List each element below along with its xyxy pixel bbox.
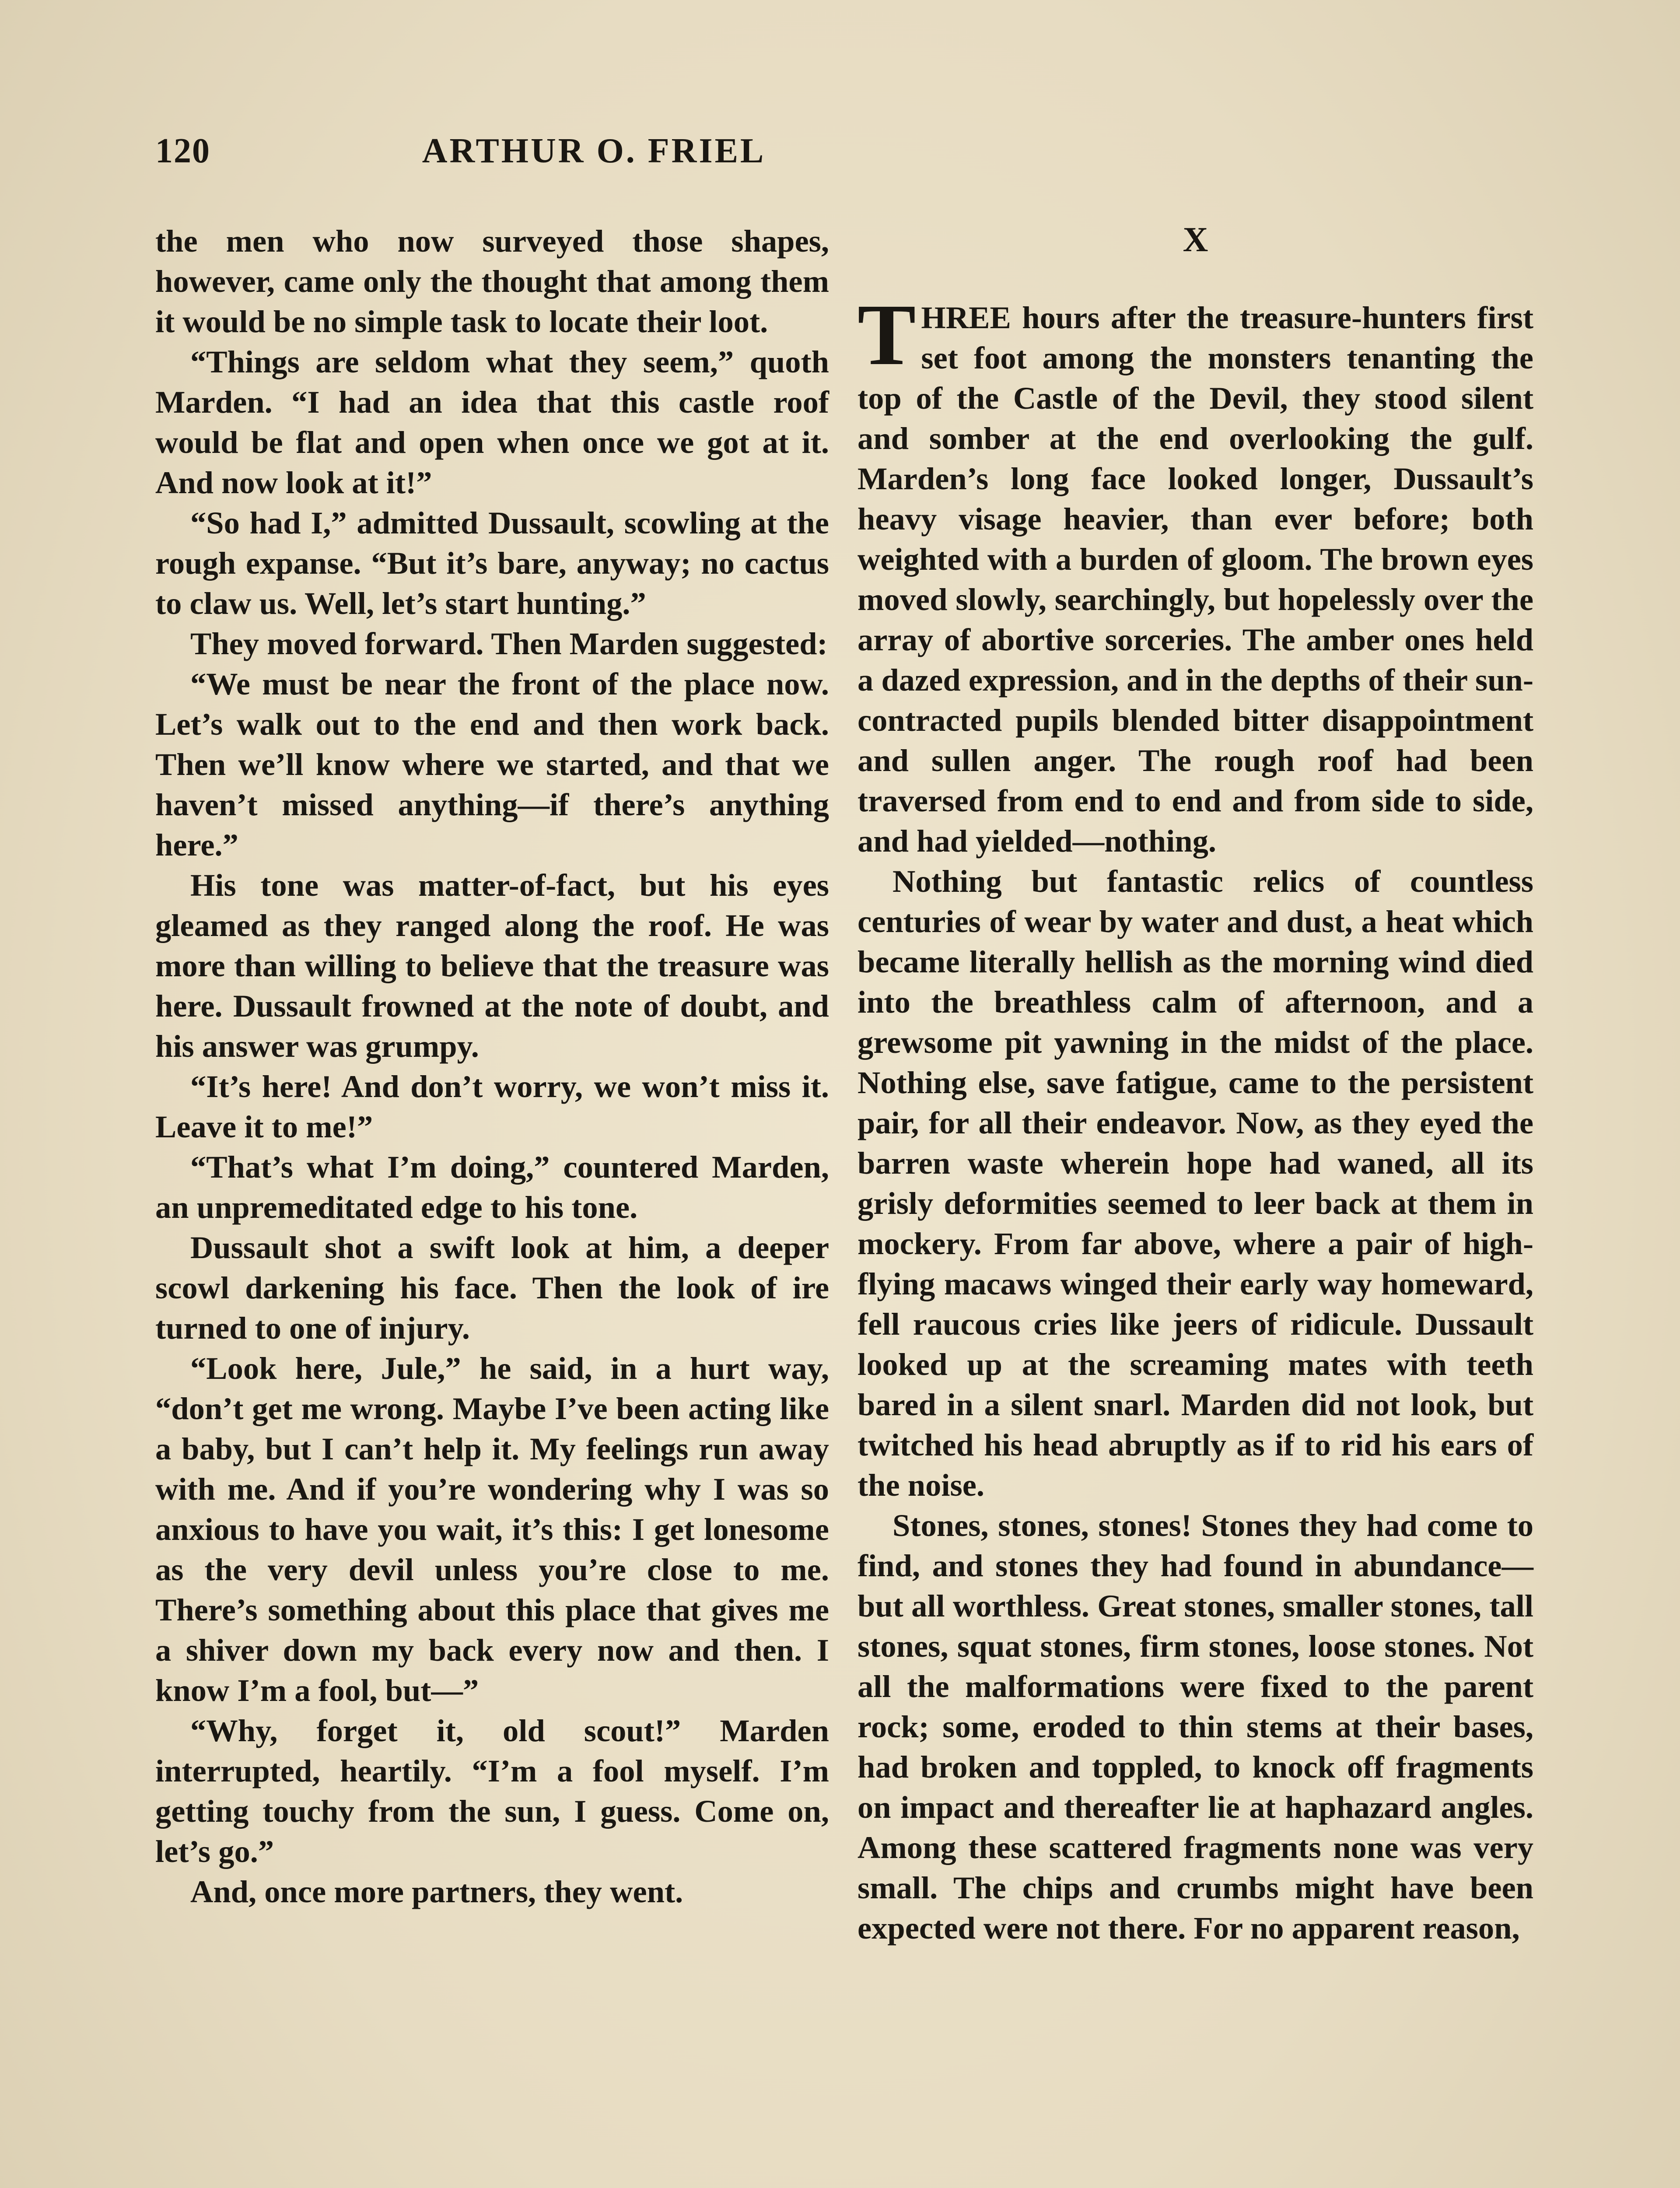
paragraph-text: hours after the treasure-hunters first set foot among the monsters tenanting the top of the Castle of the Devil, they stood silent and somber at the end overlooking the gulf. Marden’s long face looked longer, Dussault’s heavy visage heavier, than ever before; both weighted with a burden of gloom. The brown eyes moved slowly, searchingly, but hopelessly over the array of abortive sorceries. The amber ones held a dazed expression, and in the depths of their sun-contracted pupils blended bitter disappointment and sullen anger. The rough roof had been traversed from end to end and from side to side, and had yielded—nothing. [858, 300, 1533, 859]
paragraph: the men who now surveyed those shapes, however, came only the thought that among them it would be no simple task to locate their loot. [155, 223, 829, 339]
small-caps-lead: HREE [921, 300, 1011, 335]
right-column [858, 219, 1533, 1948]
chapter-heading: X [1183, 221, 1208, 259]
paragraph: And, once more partners, they went. [190, 1874, 683, 1909]
paragraph: Stones, stones, stones! Stones they had come to find, and stones they had found in abundance—but all worthless. Great stones, smaller stones, tall stones, squat stones, firm stones, loose stones. Not all the malformations were fixed to the parent rock; some, eroded to thin stems at their bases, had broken and toppled, to knock off fragments on impact and thereafter lie at haphazard angles. Among these scattered fragments none was very small. The chips and crumbs might have been expected were not there. For no apparent reason, [858, 1508, 1533, 1946]
paragraph: “Why, forget it, old scout!” Marden interrupted, heartily. “I’m a fool myself. I’m getting touchy from the sun, I guess. Come on, let’s go.” [155, 1713, 829, 1869]
running-head: ARTHUR O. FRIEL [422, 132, 766, 170]
left-column [155, 221, 829, 1912]
paragraph: “Look here, Jule,” he said, in a hurt way, “don’t get me wrong. Maybe I’ve been acting like a baby, but I can’t help it. My feelings run away with me. And if you’re wondering why I was so anxious to have you wait, it’s this: I get lonesome as the very devil unless you’re close to me. There’s something about this place that gives me a shiver down my back every now and then. I know I’m a fool, but—” [155, 1350, 829, 1708]
paragraph: They moved forward. Then Marden suggested: [190, 626, 828, 661]
drop-cap: T [858, 287, 916, 383]
paragraph: Nothing but fantastic relics of countless centuries of wear by water and dust, a heat which became literally hellish as the morning wind died into the breathless calm of afternoon, and a grewsome pit yawning in the midst of the place. Nothing else, save fatigue, came to the persistent pair, for all their endeavor. Now, as they eyed the barren waste wherein hope had waned, all its grisly deformities seemed to leer back at them in mockery. From far above, where a pair of high-flying macaws winged their early way homeward, fell raucous cries like jeers of ridicule. Dussault looked up at the screaming mates with teeth bared in a silent snarl. Marden did not look, but twitched his head abruptly as if to rid his ears of the noise. [858, 863, 1533, 1503]
opening-paragraph [858, 287, 1533, 861]
paragraph: “It’s here! And don’t worry, we won’t miss it. Leave it to me!” [155, 1069, 829, 1144]
page-number: 120 [155, 132, 210, 170]
paragraph: “We must be near the front of the place now. Let’s walk out to the end and then work back. Then we’ll know where we started, and that we haven’t missed anything—if there’s anything here.” [155, 666, 829, 863]
page-header [155, 131, 1032, 179]
paragraph: “So had I,” admitted Dussault, scowling at the rough expanse. “But it’s bare, anyway; no cactus to claw us. Well, let’s start hunting.” [155, 505, 829, 621]
paragraph: “That’s what I’m doing,” countered Marden, an unpremeditated edge to his tone. [155, 1149, 829, 1225]
paragraph: Dussault shot a swift look at him, a deeper scowl darkening his face. Then the look of ire turned to one of injury. [155, 1230, 829, 1346]
paragraph: “Things are seldom what they seem,” quoth Marden. “I had an idea that this castle roof would be flat and open when once we got at it. And now look at it!” [155, 344, 829, 500]
paragraph: His tone was matter-of-fact, but his eyes gleamed as they ranged along the roof. He was more than willing to believe that the treasure was here. Dussault frowned at the note of doubt, and his answer was grumpy. [155, 867, 829, 1064]
